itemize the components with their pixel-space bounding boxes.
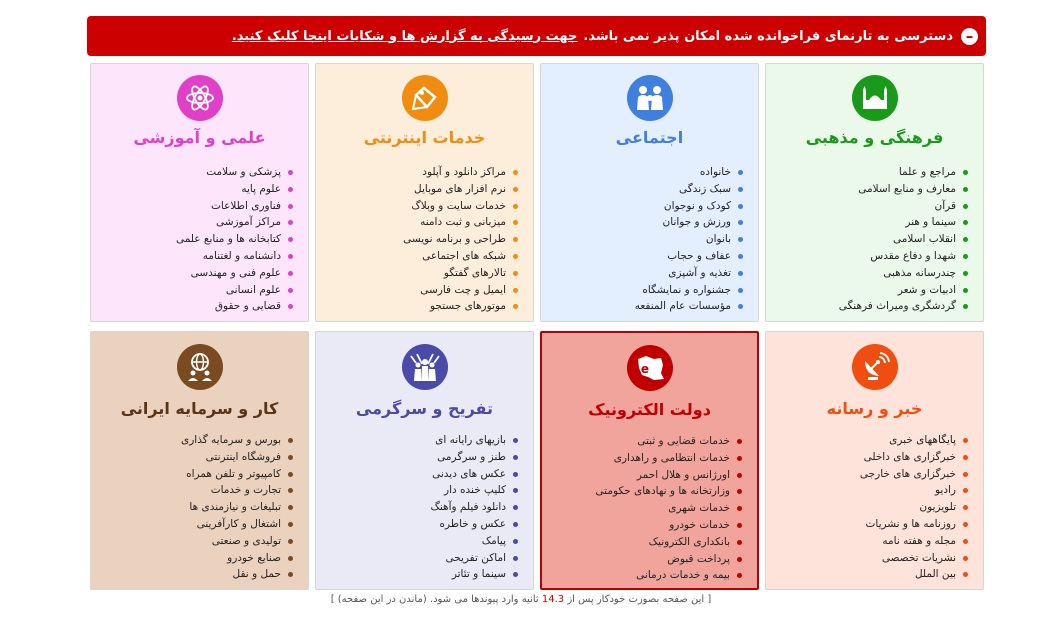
category-link[interactable]: دانشنامه و لغتنامه <box>176 248 294 265</box>
category-link[interactable]: خدمات قضایی و ثبتی <box>595 433 743 450</box>
category-link[interactable]: تجارت و خدمات <box>181 482 294 499</box>
category-link[interactable]: علوم پایه <box>176 181 294 198</box>
category-link[interactable]: سبک زندگی <box>635 181 744 198</box>
category-title[interactable]: اجتماعی <box>615 128 684 147</box>
category-link[interactable]: خدمات سایت و وبلاگ <box>403 198 519 215</box>
category-card-internet-services <box>315 63 534 322</box>
internet-services-icon[interactable] <box>402 75 448 121</box>
category-link[interactable]: پیامک <box>430 533 519 550</box>
category-link[interactable]: نرم افزار های موبایل <box>403 181 519 198</box>
svg-text:e: e <box>640 362 649 376</box>
category-link[interactable]: طراحی و برنامه نویسی <box>403 231 519 248</box>
category-link[interactable]: سینما و تئاتر <box>430 566 519 583</box>
category-links <box>176 164 294 315</box>
category-title[interactable]: تفریح و سرگرمی <box>355 399 494 418</box>
category-link[interactable]: پرداخت قبوض <box>595 551 743 568</box>
category-card-e-government <box>540 331 759 590</box>
category-link[interactable]: بیمه و خدمات درمانی <box>595 567 743 584</box>
category-link[interactable]: خانواده <box>635 164 744 181</box>
category-link[interactable]: کودک و نوجوان <box>635 198 744 215</box>
blocked-access-banner <box>87 16 986 56</box>
category-links <box>839 164 969 315</box>
category-link[interactable]: مراکز آموزشی <box>176 214 294 231</box>
category-link[interactable]: اماکن تفریحی <box>430 550 519 567</box>
category-link[interactable]: بازیهای رایانه ای <box>430 432 519 449</box>
category-link[interactable]: فروشگاه اینترنتی <box>181 449 294 466</box>
category-link[interactable]: انقلاب اسلامی <box>839 231 969 248</box>
category-link[interactable]: خدمات انتظامی و راهداری <box>595 450 743 467</box>
category-link[interactable]: پزشکی و سلامت <box>176 164 294 181</box>
category-link[interactable]: موتورهای جستجو <box>403 298 519 315</box>
globe-business-icon[interactable] <box>177 344 223 390</box>
report-complaint-link[interactable]: جهت رسیدگی به گزارش ها و شکایات اینجا کلیک کنید. <box>231 28 578 44</box>
category-link[interactable]: کلیپ خنده دار <box>430 482 519 499</box>
category-link[interactable]: شبکه های اجتماعی <box>403 248 519 265</box>
category-link[interactable]: خبرگزاری های داخلی <box>860 449 969 466</box>
mosque-icon[interactable] <box>852 75 898 121</box>
category-card-entertainment <box>315 331 534 590</box>
category-title[interactable]: دولت الکترونیک <box>588 400 711 419</box>
category-link[interactable]: نشریات تخصصی <box>860 550 969 567</box>
category-link[interactable]: تالارهای گفتگو <box>403 265 519 282</box>
auto-redirect-notice <box>0 594 1042 605</box>
category-links <box>403 164 519 315</box>
category-link[interactable]: مراجع و علما <box>839 164 969 181</box>
category-link[interactable]: میزبانی و ثبت دامنه <box>403 214 519 231</box>
category-title[interactable]: خدمات اینترنتی <box>363 128 486 147</box>
category-links <box>595 433 743 584</box>
category-link[interactable]: بانکداری الکترونیک <box>595 534 743 551</box>
category-link[interactable]: صنایع خودرو <box>181 550 294 567</box>
category-link[interactable]: علوم فنی و مهندسی <box>176 265 294 282</box>
celebration-icon[interactable] <box>402 344 448 390</box>
category-title[interactable]: علمی و آموزشی <box>133 128 266 147</box>
category-link[interactable]: ورزش و جوانان <box>635 214 744 231</box>
category-link[interactable]: عکس های دیدنی <box>430 466 519 483</box>
countdown-seconds: 14.3 <box>541 594 565 605</box>
banner-message: دسترسی به تارنمای فراخوانده شده امکان پذیر نمی باشد. <box>583 28 953 44</box>
category-card-scientific-educational <box>90 63 309 322</box>
category-link[interactable]: بانوان <box>635 231 744 248</box>
category-card-cultural-religious <box>765 63 984 322</box>
category-links <box>430 432 519 583</box>
category-link[interactable]: روزنامه ها و نشریات <box>860 516 969 533</box>
category-link[interactable]: علوم انسانی <box>176 282 294 299</box>
footer-text-after[interactable]: ثانیه وارد پیوندها می شود. (ماندن در این صفحه) ] <box>330 594 539 605</box>
category-link[interactable]: پایگاههای خبری <box>860 432 969 449</box>
category-link[interactable]: تبلیغات و نیازمندی ها <box>181 499 294 516</box>
category-link[interactable]: معارف و منابع اسلامی <box>839 181 969 198</box>
category-link[interactable]: بین الملل <box>860 566 969 583</box>
category-link[interactable]: کامپیوتر و تلفن همراه <box>181 466 294 483</box>
category-link[interactable]: جشنواره و نمایشگاه <box>635 282 744 299</box>
category-link[interactable]: عفاف و حجاب <box>635 248 744 265</box>
category-link[interactable]: سینما و هنر <box>839 214 969 231</box>
family-icon[interactable] <box>627 75 673 121</box>
category-link[interactable]: شهدا و دفاع مقدس <box>839 248 969 265</box>
category-link[interactable]: گردشگری ومیراث فرهنگی <box>839 298 969 315</box>
category-card-iranian-business <box>90 331 309 590</box>
category-link[interactable]: چندرسانه مذهبی <box>839 265 969 282</box>
category-link[interactable]: مجله و هفته نامه <box>860 533 969 550</box>
category-title[interactable]: فرهنگی و مذهبی <box>805 128 944 147</box>
atom-icon[interactable] <box>177 75 223 121</box>
category-link[interactable]: خبرگزاری های خارجی <box>860 466 969 483</box>
category-link[interactable]: طنز و سرگرمی <box>430 449 519 466</box>
category-link[interactable]: دانلود فیلم وآهنگ <box>430 499 519 516</box>
category-link[interactable]: کتابخانه ها و منابع علمی <box>176 231 294 248</box>
category-link[interactable]: خدمات شهری <box>595 500 743 517</box>
category-title[interactable]: کار و سرمایه ایرانی <box>120 399 279 418</box>
category-link[interactable]: قرآن <box>839 198 969 215</box>
category-link[interactable]: مؤسسات عام المنفعه <box>635 298 744 315</box>
category-links <box>181 432 294 583</box>
category-link[interactable]: حمل و نقل <box>181 566 294 583</box>
category-link[interactable]: خدمات خودرو <box>595 517 743 534</box>
category-link[interactable]: مراکز دانلود و آپلود <box>403 164 519 181</box>
category-link[interactable]: بورس و سرمایه گذاری <box>181 432 294 449</box>
footer-text-before: [ این صفحه بصورت خودکار پس از <box>567 594 712 605</box>
category-link[interactable]: ادبیات و شعر <box>839 282 969 299</box>
category-link[interactable]: تلویزیون <box>860 499 969 516</box>
category-link[interactable]: اورژانس و هلال احمر <box>595 467 743 484</box>
category-link[interactable]: رادیو <box>860 482 969 499</box>
satellite-dish-icon[interactable] <box>852 344 898 390</box>
category-links <box>860 432 969 583</box>
category-links <box>635 164 744 315</box>
category-title[interactable]: خبر و رسانه <box>826 399 923 418</box>
category-link[interactable]: قضایی و حقوق <box>176 298 294 315</box>
category-link[interactable]: ایمیل و چت فارسی <box>403 282 519 299</box>
minus-circle-icon: – <box>961 28 978 45</box>
category-card-social <box>540 63 759 322</box>
category-link[interactable]: فناوری اطلاعات <box>176 198 294 215</box>
category-link[interactable]: عکس و خاطره <box>430 516 519 533</box>
category-link[interactable]: تغذیه و آشپزی <box>635 265 744 282</box>
category-link[interactable]: اشتغال و کارآفرینی <box>181 516 294 533</box>
category-link[interactable]: وزارتخانه ها و نهادهای حکومتی <box>595 483 743 500</box>
category-link[interactable]: تولیدی و صنعتی <box>181 533 294 550</box>
category-card-news-media <box>765 331 984 590</box>
iran-map-icon[interactable] <box>627 345 673 391</box>
